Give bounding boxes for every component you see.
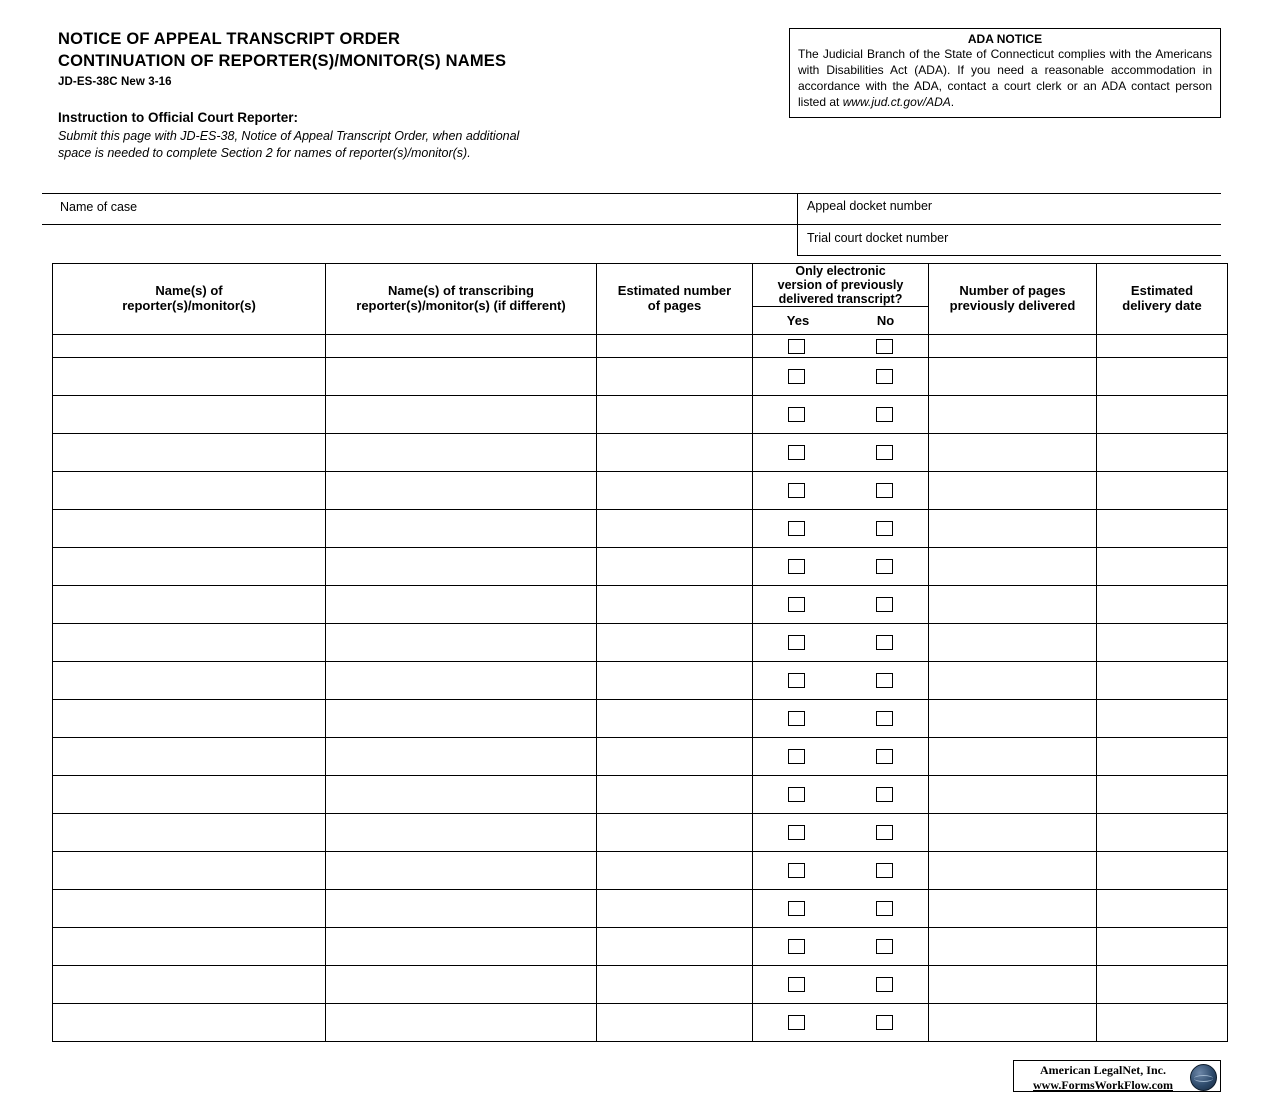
cell-pages-previously-delivered[interactable] (929, 510, 1097, 548)
checkbox-no[interactable] (876, 901, 893, 916)
checkbox-no[interactable] (876, 825, 893, 840)
cell-reporter-name[interactable] (53, 548, 326, 586)
cell-transcribing-name[interactable] (326, 852, 597, 890)
column-header-electronic-version (753, 264, 929, 307)
ada-notice-title: ADA NOTICE (967, 32, 1043, 46)
checkbox-yes[interactable] (788, 825, 805, 840)
table-row (53, 586, 1228, 624)
cell-estimated-pages[interactable] (597, 358, 753, 396)
checkbox-yes[interactable] (788, 521, 805, 536)
cell-pages-previously-delivered[interactable] (929, 966, 1097, 1004)
checkbox-yes[interactable] (788, 1015, 805, 1030)
form-header (58, 28, 758, 88)
column-header-electronic-version-line-2: version of previously (777, 278, 904, 292)
band-divider-vertical (797, 193, 798, 255)
cell-pages-previously-delivered[interactable] (929, 358, 1097, 396)
column-header-transcribing-names (326, 264, 597, 335)
table-row (53, 396, 1228, 434)
form-title-line-1: NOTICE OF APPEAL TRANSCRIPT ORDER (58, 30, 401, 48)
cell-electronic-version (753, 928, 929, 966)
cell-estimated-pages[interactable] (597, 1004, 753, 1042)
cell-reporter-name[interactable] (53, 472, 326, 510)
cell-estimated-delivery-date[interactable] (1097, 396, 1228, 434)
cell-electronic-version (753, 662, 929, 700)
ada-notice-body-end: . (950, 94, 955, 109)
ada-notice-text (798, 47, 1212, 111)
cell-reporter-name[interactable] (53, 662, 326, 700)
table-row (53, 738, 1228, 776)
cell-reporter-name[interactable] (53, 586, 326, 624)
table-row (53, 928, 1228, 966)
cell-pages-previously-delivered[interactable] (929, 700, 1097, 738)
cell-transcribing-name[interactable] (326, 700, 597, 738)
column-header-pages-previously-delivered (929, 264, 1097, 335)
cell-estimated-delivery-date[interactable] (1097, 586, 1228, 624)
cell-estimated-pages[interactable] (597, 928, 753, 966)
checkbox-yes[interactable] (788, 711, 805, 726)
cell-reporter-name[interactable] (53, 624, 326, 662)
ada-notice-box (789, 28, 1221, 118)
band-rule-top (42, 193, 1221, 194)
cell-estimated-pages[interactable] (597, 662, 753, 700)
cell-reporter-name[interactable] (53, 700, 326, 738)
vendor-website-link[interactable]: www.FormsWorkFlow.com (1033, 1078, 1173, 1092)
table-row (53, 1004, 1228, 1042)
cell-pages-previously-delivered[interactable] (929, 548, 1097, 586)
instruction-body-line-2: space is needed to complete Section 2 for names of reporter(s)/monitor(s). (58, 145, 471, 160)
cell-electronic-version (753, 890, 929, 928)
table-header (53, 264, 1228, 335)
table-row (53, 890, 1228, 928)
cell-reporter-name[interactable] (53, 814, 326, 852)
column-header-electronic-version-line-1: Only electronic (795, 264, 886, 278)
checkbox-yes[interactable] (788, 369, 805, 384)
table-row (53, 700, 1228, 738)
cell-pages-previously-delivered[interactable] (929, 852, 1097, 890)
column-header-electronic-version-line-3: delivered transcript? (778, 292, 903, 306)
form-title-line-2: CONTINUATION OF REPORTER(S)/MONITOR(S) NAMES (58, 52, 507, 71)
cell-estimated-pages[interactable] (597, 396, 753, 434)
cell-estimated-delivery-date[interactable] (1097, 662, 1228, 700)
cell-reporter-name[interactable] (53, 358, 326, 396)
cell-estimated-delivery-date[interactable] (1097, 335, 1228, 358)
checkbox-no[interactable] (876, 483, 893, 498)
cell-electronic-version (753, 335, 929, 358)
cell-electronic-version (753, 776, 929, 814)
cell-estimated-delivery-date[interactable] (1097, 624, 1228, 662)
column-header-estimated-pages (597, 264, 753, 335)
cell-pages-previously-delivered[interactable] (929, 335, 1097, 358)
yes-no-labels-cell (753, 307, 929, 335)
checkbox-no[interactable] (876, 787, 893, 802)
cell-estimated-pages[interactable] (597, 814, 753, 852)
checkbox-yes[interactable] (788, 597, 805, 612)
vendor-company-name: American LegalNet, Inc. (1040, 1063, 1166, 1077)
cell-transcribing-name[interactable] (326, 738, 597, 776)
table-row (53, 852, 1228, 890)
cell-estimated-delivery-date[interactable] (1097, 510, 1228, 548)
cell-transcribing-name[interactable] (326, 358, 597, 396)
cell-electronic-version (753, 1004, 929, 1042)
cell-pages-previously-delivered[interactable] (929, 928, 1097, 966)
column-header-transcribing-names-line-2: reporter(s)/monitor(s) (if different) (356, 298, 566, 313)
column-header-estimated-delivery-date-line-2: delivery date (1122, 298, 1202, 313)
form-number: JD-ES-38C New 3-16 (58, 75, 172, 88)
checkbox-yes[interactable] (788, 445, 805, 460)
ada-notice-body: The Judicial Branch of the State of Connecticut complies with the Americans with Disabilities Act (ADA). If you need a reasonable accommodation in accordance with the ADA, contact a court clerk or an ADA contact person listed at (798, 47, 1212, 109)
cell-reporter-name[interactable] (53, 890, 326, 928)
vendor-footer-box (1013, 1060, 1221, 1092)
cell-pages-previously-delivered[interactable] (929, 396, 1097, 434)
checkbox-yes[interactable] (788, 559, 805, 574)
cell-electronic-version (753, 814, 929, 852)
table-row (53, 966, 1228, 1004)
cell-reporter-name[interactable] (53, 510, 326, 548)
cell-estimated-delivery-date[interactable] (1097, 472, 1228, 510)
cell-estimated-delivery-date[interactable] (1097, 814, 1228, 852)
cell-electronic-version (753, 510, 929, 548)
cell-transcribing-name[interactable] (326, 396, 597, 434)
ada-website-link[interactable]: www.jud.ct.gov/ADA (842, 94, 951, 109)
cell-electronic-version (753, 358, 929, 396)
cell-estimated-pages[interactable] (597, 852, 753, 890)
checkbox-yes[interactable] (788, 863, 805, 878)
cell-estimated-pages[interactable] (597, 776, 753, 814)
appeal-docket-number-label: Appeal docket number (807, 199, 933, 213)
checkbox-no[interactable] (876, 673, 893, 688)
cell-pages-previously-delivered[interactable] (929, 624, 1097, 662)
cell-estimated-pages[interactable] (597, 890, 753, 928)
instruction-body-line-1: Submit this page with JD-ES-38, Notice of Appeal Transcript Order, when additional (58, 129, 520, 143)
checkbox-no[interactable] (876, 407, 893, 422)
cell-reporter-name[interactable] (53, 396, 326, 434)
cell-electronic-version (753, 624, 929, 662)
checkbox-yes[interactable] (788, 339, 805, 354)
cell-estimated-pages[interactable] (597, 335, 753, 358)
cell-pages-previously-delivered[interactable] (929, 890, 1097, 928)
cell-estimated-delivery-date[interactable] (1097, 928, 1228, 966)
cell-estimated-pages[interactable] (597, 434, 753, 472)
column-header-reporter-names (53, 264, 326, 335)
yes-label: Yes (786, 313, 810, 328)
cell-pages-previously-delivered[interactable] (929, 1004, 1097, 1042)
table-row (53, 434, 1228, 472)
cell-transcribing-name[interactable] (326, 814, 597, 852)
cell-estimated-pages[interactable] (597, 548, 753, 586)
table-row (53, 510, 1228, 548)
cell-pages-previously-delivered[interactable] (929, 472, 1097, 510)
cell-transcribing-name[interactable] (326, 548, 597, 586)
cell-estimated-delivery-date[interactable] (1097, 852, 1228, 890)
checkbox-no[interactable] (876, 711, 893, 726)
cell-reporter-name[interactable] (53, 335, 326, 358)
cell-pages-previously-delivered[interactable] (929, 776, 1097, 814)
cell-electronic-version (753, 738, 929, 776)
cell-electronic-version (753, 966, 929, 1004)
reporters-table (52, 263, 1228, 1042)
cell-transcribing-name[interactable] (326, 966, 597, 1004)
table-row (53, 776, 1228, 814)
cell-transcribing-name[interactable] (326, 662, 597, 700)
table-row (53, 358, 1228, 396)
cell-transcribing-name[interactable] (326, 472, 597, 510)
trial-court-docket-number-label: Trial court docket number (807, 231, 949, 245)
cell-transcribing-name[interactable] (326, 510, 597, 548)
cell-electronic-version (753, 852, 929, 890)
cell-electronic-version (753, 434, 929, 472)
checkbox-yes[interactable] (788, 483, 805, 498)
checkbox-yes[interactable] (788, 749, 805, 764)
table-header-row (53, 264, 1228, 307)
checkbox-yes[interactable] (788, 901, 805, 916)
cell-pages-previously-delivered[interactable] (929, 662, 1097, 700)
checkbox-no[interactable] (876, 597, 893, 612)
instruction-block (58, 110, 758, 162)
cell-pages-previously-delivered[interactable] (929, 814, 1097, 852)
table-row (53, 548, 1228, 586)
table-body (53, 335, 1228, 1042)
checkbox-no[interactable] (876, 339, 893, 354)
cell-estimated-delivery-date[interactable] (1097, 966, 1228, 1004)
cell-transcribing-name[interactable] (326, 776, 597, 814)
cell-reporter-name[interactable] (53, 1004, 326, 1042)
column-header-pages-previously-delivered-line-2: previously delivered (949, 298, 1076, 313)
cell-transcribing-name[interactable] (326, 335, 597, 358)
column-header-reporter-names-line-2: reporter(s)/monitor(s) (122, 298, 256, 313)
cell-estimated-delivery-date[interactable] (1097, 1004, 1228, 1042)
cell-reporter-name[interactable] (53, 738, 326, 776)
checkbox-yes[interactable] (788, 635, 805, 650)
checkbox-no[interactable] (876, 559, 893, 574)
globe-icon (1190, 1064, 1217, 1091)
cell-transcribing-name[interactable] (326, 890, 597, 928)
cell-estimated-pages[interactable] (597, 510, 753, 548)
band-rule-middle (42, 224, 1221, 225)
checkbox-no[interactable] (876, 939, 893, 954)
column-header-estimated-pages-line-2: of pages (647, 298, 702, 313)
cell-electronic-version (753, 700, 929, 738)
checkbox-no[interactable] (876, 445, 893, 460)
table-row (53, 662, 1228, 700)
column-header-pages-previously-delivered-line-1: Number of pages (959, 283, 1066, 299)
cell-reporter-name[interactable] (53, 776, 326, 814)
cell-transcribing-name[interactable] (326, 434, 597, 472)
cell-transcribing-name[interactable] (326, 1004, 597, 1042)
cell-estimated-delivery-date[interactable] (1097, 776, 1228, 814)
cell-estimated-pages[interactable] (597, 624, 753, 662)
cell-estimated-pages[interactable] (597, 472, 753, 510)
cell-electronic-version (753, 396, 929, 434)
checkbox-no[interactable] (876, 977, 893, 992)
cell-reporter-name[interactable] (53, 928, 326, 966)
checkbox-no[interactable] (876, 635, 893, 650)
cell-estimated-delivery-date[interactable] (1097, 358, 1228, 396)
checkbox-yes[interactable] (788, 673, 805, 688)
column-header-transcribing-names-line-1: Name(s) of transcribing (388, 283, 534, 299)
cell-estimated-pages[interactable] (597, 966, 753, 1004)
band-rule-bottom (797, 255, 1221, 256)
cell-electronic-version (753, 548, 929, 586)
cell-estimated-delivery-date[interactable] (1097, 434, 1228, 472)
checkbox-no[interactable] (876, 863, 893, 878)
table-row (53, 472, 1228, 510)
cell-reporter-name[interactable] (53, 852, 326, 890)
cell-estimated-pages[interactable] (597, 586, 753, 624)
checkbox-yes[interactable] (788, 787, 805, 802)
cell-pages-previously-delivered[interactable] (929, 586, 1097, 624)
table-row (53, 624, 1228, 662)
cell-pages-previously-delivered[interactable] (929, 434, 1097, 472)
cell-reporter-name[interactable] (53, 434, 326, 472)
cell-pages-previously-delivered[interactable] (929, 738, 1097, 776)
instruction-title: Instruction to Official Court Reporter: (58, 110, 299, 125)
case-docket-band (42, 193, 1221, 255)
cell-electronic-version (753, 472, 929, 510)
vendor-footer-text (1018, 1063, 1188, 1093)
table-row (53, 814, 1228, 852)
checkbox-no[interactable] (876, 1015, 893, 1030)
cell-estimated-pages[interactable] (597, 700, 753, 738)
cell-estimated-pages[interactable] (597, 738, 753, 776)
cell-estimated-delivery-date[interactable] (1097, 700, 1228, 738)
cell-estimated-delivery-date[interactable] (1097, 548, 1228, 586)
column-header-estimated-delivery-date (1097, 264, 1228, 335)
checkbox-yes[interactable] (788, 977, 805, 992)
column-header-estimated-pages-line-1: Estimated number (617, 283, 732, 299)
column-header-estimated-delivery-date-line-1: Estimated (1130, 283, 1194, 299)
no-label: No (876, 313, 895, 328)
checkbox-no[interactable] (876, 369, 893, 384)
cell-transcribing-name[interactable] (326, 928, 597, 966)
column-header-reporter-names-line-1: Name(s) of (155, 283, 223, 299)
cell-transcribing-name[interactable] (326, 624, 597, 662)
cell-estimated-delivery-date[interactable] (1097, 738, 1228, 776)
checkbox-no[interactable] (876, 749, 893, 764)
cell-estimated-delivery-date[interactable] (1097, 890, 1228, 928)
checkbox-no[interactable] (876, 521, 893, 536)
cell-transcribing-name[interactable] (326, 586, 597, 624)
cell-electronic-version (753, 586, 929, 624)
table-row (53, 335, 1228, 358)
checkbox-yes[interactable] (788, 939, 805, 954)
checkbox-yes[interactable] (788, 407, 805, 422)
cell-reporter-name[interactable] (53, 966, 326, 1004)
name-of-case-label: Name of case (60, 200, 138, 214)
